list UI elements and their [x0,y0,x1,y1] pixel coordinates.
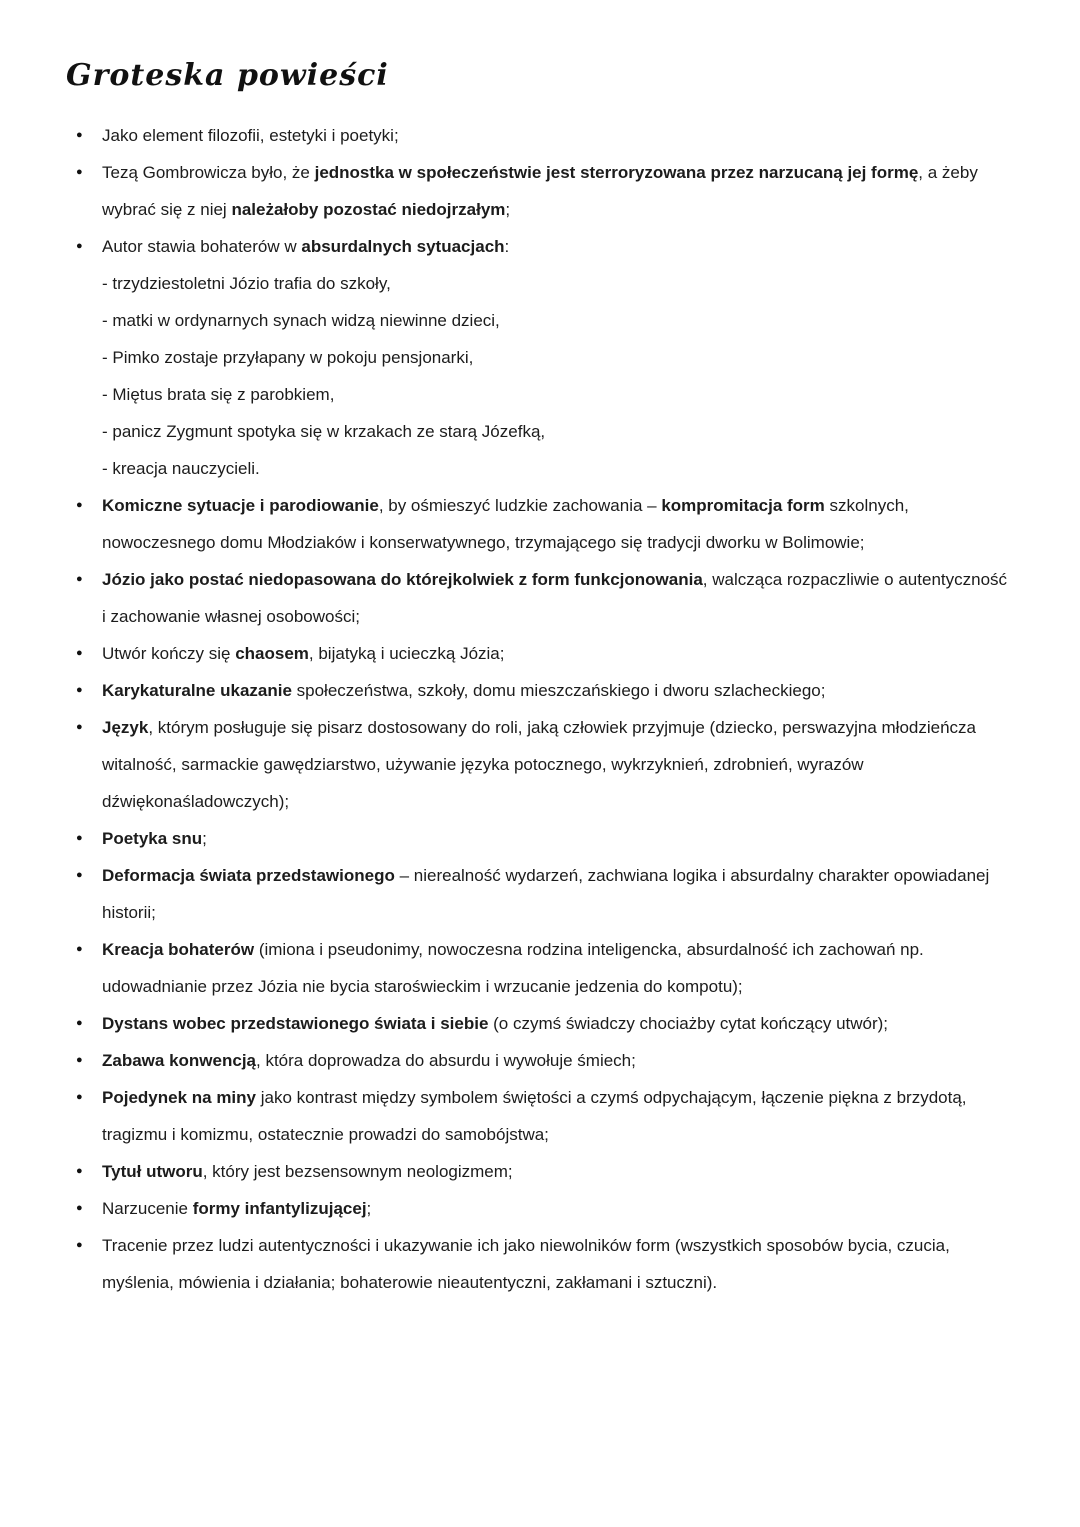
bullet-icon: ● [76,129,83,141]
bullet-icon: ● [76,943,83,955]
list-item [64,709,1012,820]
list-item-body [102,154,1012,228]
list-item-text: Tracenie przez ludzi autentyczności i ukazywanie ich jako niewolników form (wszystkich sposobów bycia, czucia, myślenia, mówienia i działania; bohaterowie nieautentyczni, zakłamani i sztuczni). [102,1236,950,1292]
bullet-icon: ● [76,832,83,844]
bullet-icon: ● [76,1165,83,1177]
list-item [64,561,1012,635]
list-item [64,820,1012,857]
list-item [64,1005,1012,1042]
list-item-body [102,228,1012,487]
list-item-text: Józio jako postać niedopasowana do którejkolwiek z form funkcjonowania, walcząca rozpaczliwie o autentyczność i zachowanie własnej osobowości; [102,570,1008,626]
sub-list-item: - matki w ordynarnych synach widzą niewinne dzieci, [102,311,500,330]
list-item-text: Autor stawia bohaterów w absurdalnych sytuacjach: [102,237,510,256]
list-item-text: Komiczne sytuacje i parodiowanie, by ośmieszyć ludzkie zachowania – kompromitacja form szkolnych, nowoczesnego domu Młodziaków i konserwatywnego, trzymającego się tradycji dworku w Bolimowie; [102,496,909,552]
list-item-body [102,1190,1012,1227]
bullet-icon: ● [76,499,83,511]
bullet-icon: ● [76,1091,83,1103]
bullet-icon: ● [76,869,83,881]
list-item-text: Tezą Gombrowicza było, że jednostka w społeczeństwie jest sterroryzowana przez narzucaną jej formę, a żeby wybrać się z niej należałoby pozostać niedojrzałym; [102,163,978,219]
list-item-body [102,561,1012,635]
bullet-icon: ● [76,1202,83,1214]
list-item-body [102,931,1012,1005]
list-item-body [102,1153,1012,1190]
list-item [64,1042,1012,1079]
bullet-icon: ● [76,721,83,733]
page-title: Groteska powieści [66,58,389,93]
list-item-body [102,820,1012,857]
list-item-text: Dystans wobec przedstawionego świata i siebie (o czymś świadczy chociażby cytat kończący utwór); [102,1014,889,1033]
bullet-icon: ● [76,240,83,252]
list-item [64,487,1012,561]
list-item-text: Jako element filozofii, estetyki i poetyki; [102,126,399,145]
bullet-icon: ● [76,1017,83,1029]
bullet-icon: ● [76,1054,83,1066]
list-item [64,117,1012,154]
list-item-text: Narzucenie formy infantylizującej; [102,1199,372,1218]
list-item-body [102,1079,1012,1153]
sub-list-item: - Miętus brata się z parobkiem, [102,385,335,404]
sub-list-item: - kreacja nauczycieli. [102,459,260,478]
list-item-text: Tytuł utworu, który jest bezsensownym neologizmem; [102,1162,513,1181]
bullet-icon: ● [76,1239,83,1251]
list-item-body [102,709,1012,820]
sub-list-item: - trzydziestoletni Józio trafia do szkoły, [102,274,391,293]
list-item [64,672,1012,709]
sub-list-item: - Pimko zostaje przyłapany w pokoju pensjonarki, [102,348,474,367]
list-item-text: Poetyka snu; [102,829,207,848]
list-item [64,931,1012,1005]
list-item-body [102,672,1012,709]
list-item-text: Utwór kończy się chaosem, bijatyką i ucieczką Józia; [102,644,505,663]
bullet-list [64,117,1012,1301]
list-item-body [102,117,1012,154]
list-item-text: Karykaturalne ukazanie społeczeństwa, szkoły, domu mieszczańskiego i dworu szlacheckiego; [102,681,826,700]
list-item [64,1079,1012,1153]
list-item-text: Deformacja świata przedstawionego – nierealność wydarzeń, zachwiana logika i absurdalny charakter opowiadanej historii; [102,866,990,922]
list-item [64,635,1012,672]
bullet-icon: ● [76,166,83,178]
list-item-body [102,635,1012,672]
list-item-text: Zabawa konwencją, która doprowadza do absurdu i wywołuje śmiech; [102,1051,636,1070]
list-item [64,1153,1012,1190]
list-item-body [102,487,1012,561]
list-item-text: Język, którym posługuje się pisarz dostosowany do roli, jaką człowiek przyjmuje (dziecko, perswazyjna młodzieńcza witalność, sarmackie gawędziarstwo, używanie języka potocznego, wykrzyknień, zdrobnień, wyrazów dźwiękonaśladowczych); [102,718,977,811]
bullet-icon: ● [76,573,83,585]
list-item [64,1190,1012,1227]
list-item [64,154,1012,228]
list-item-body [102,857,1012,931]
sub-list-item: - panicz Zygmunt spotyka się w krzakach ze starą Józefką, [102,422,546,441]
list-item-text: Pojedynek na miny jako kontrast między symbolem świętości a czymś odpychającym, łączenie piękna z brzydotą, tragizmu i komizmu, ostatecznie prowadzi do samobójstwa; [102,1088,967,1144]
list-item-body [102,1227,1012,1301]
list-item-body [102,1042,1012,1079]
list-item [64,1227,1012,1301]
bullet-icon: ● [76,647,83,659]
bullet-icon: ● [76,684,83,696]
list-item [64,857,1012,931]
list-item [64,228,1012,487]
list-item-body [102,1005,1012,1042]
list-item-text: Kreacja bohaterów (imiona i pseudonimy, nowoczesna rodzina inteligencka, absurdalność ich zachowań np. udowadnianie przez Józia nie bycia staroświeckim i wrzucanie jedzenia do kompotu); [102,940,924,996]
